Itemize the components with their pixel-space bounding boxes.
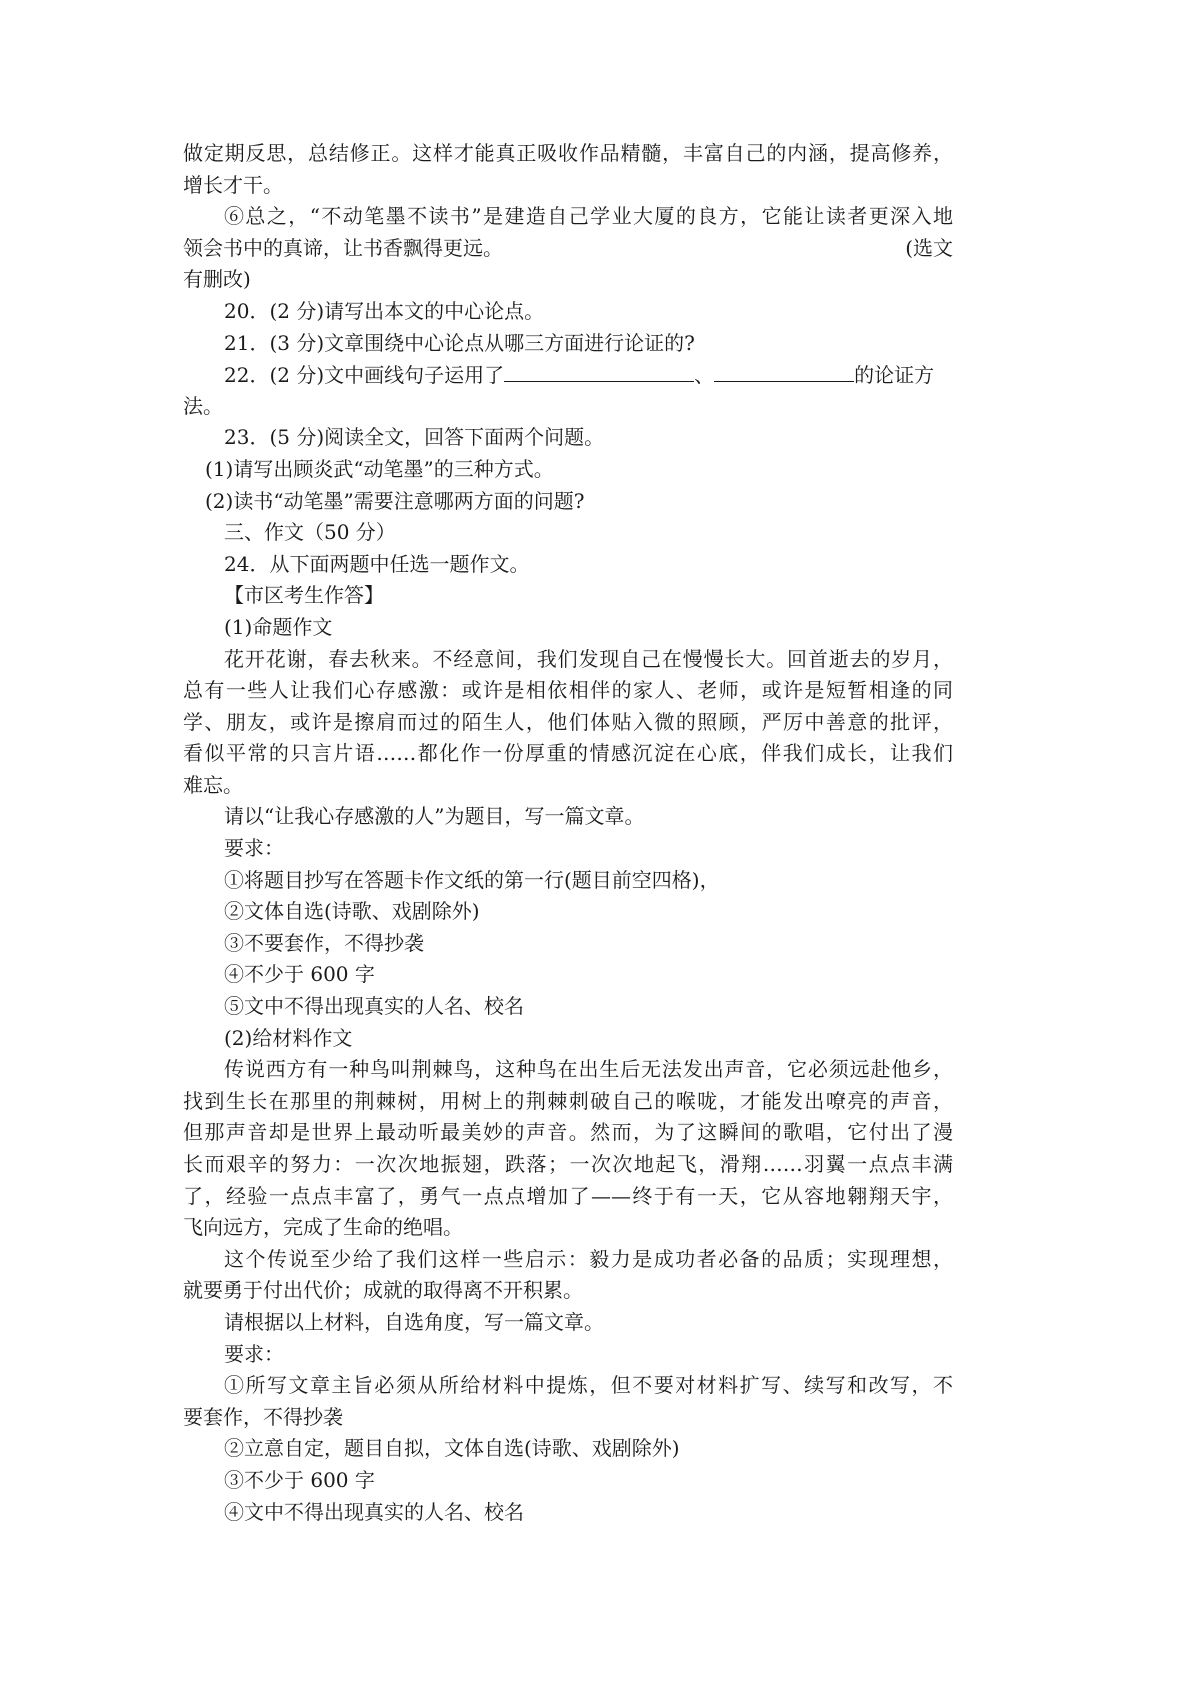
question-22-sep: 、 [694,363,715,388]
question-20: 20．(2 分)请写出本文的中心论点。 [224,298,545,323]
exam-page [183,138,953,1528]
requirement-item: ③不少于 600 字 [224,1467,375,1492]
passage-line: ⑥总之，“不动笔墨不读书”是建造自己学业大厦的良方，它能让读者更深入地 [224,204,953,229]
question-22-cont: 法。 [183,393,223,418]
question-23: 23．(5 分)阅读全文，回答下面两个问题。 [224,425,605,450]
option-1-text: 花开花谢，春去秋来。不经意间，我们发现自己在慢慢长大。回首逝去的岁月， [224,646,953,671]
section-heading: 三、作文（50 分） [224,520,396,545]
option-2-text: 就要勇于付出代价；成就的取得离不开积累。 [183,1278,583,1303]
option-2-text: 传说西方有一种鸟叫荆棘鸟，这种鸟在出生后无法发出声音，它必须远赴他乡， [224,1057,953,1082]
option-2-text: 飞向远方，完成了生命的绝唱。 [183,1215,463,1240]
source-note-cont: 有删改) [183,267,251,292]
question-23-2: (2)读书“动笔墨”需要注意哪两方面的问题? [205,488,585,513]
option-2-prompt: 请根据以上材料，自选角度，写一篇文章。 [224,1309,604,1334]
requirement-item-cont: 要套作，不得抄袭 [183,1404,343,1429]
option-2-text: 这个传说至少给了我们这样一些启示：毅力是成功者必备的品质；实现理想， [224,1246,953,1271]
passage-line: 增长才干。 [183,172,283,197]
answer-blank-1[interactable] [504,359,694,382]
passage-line: 做定期反思，总结修正。这样才能真正吸收作品精髓，丰富自己的内涵，提高修养， [183,141,953,165]
option-2-text: 但那声音却是世界上最动听最美妙的声音。然而，为了这瞬间的歌唱，它付出了漫 [183,1120,953,1145]
option-2-text: 了，经验一点点丰富了，勇气一点点增加了——终于有一天，它从容地翱翔天宇， [183,1183,953,1208]
question-21: 21．(3 分)文章围绕中心论点从哪三方面进行论证的? [224,330,695,355]
option-2-requirements: 要求： [224,1341,284,1366]
option-2-text: 长而艰辛的努力：一次次地振翅，跌落；一次次地起飞，滑翔……羽翼一点点丰满 [183,1152,953,1176]
requirement-item: ⑤文中不得出现真实的人名、校名 [224,994,524,1019]
option-1-text: 难忘。 [183,772,243,797]
requirement-item: ②文体自选(诗歌、戏剧除外) [224,899,480,924]
requirement-item: ③不要套作，不得抄袭 [224,930,424,955]
question-22 [183,359,953,391]
requirement-item: ④不少于 600 字 [224,962,375,987]
requirement-item: ④文中不得出现真实的人名、校名 [224,1499,524,1524]
answer-blank-2[interactable] [714,359,854,382]
question-22-text: 22．(2 分)文中画线句子运用了 [224,363,505,388]
question-24: 24．从下面两题中任选一题作文。 [224,551,530,576]
option-1-text: 学、朋友，或许是擦肩而过的陌生人，他们体贴入微的照顾，严厉中善意的批评， [183,709,953,734]
question-23-1: (1)请写出顾炎武“动笔墨”的三种方式。 [205,456,554,481]
option-1-title: (1)命题作文 [224,614,333,639]
passage-line [183,233,953,265]
option-1-text: 看似平常的只言片语……都化作一份厚重的情感沉淀在心底，伴我们成长，让我们 [183,741,953,766]
group-label: 【市区考生作答】 [224,583,384,608]
option-1-requirements: 要求： [224,836,284,861]
question-22-tail: 的论证方 [854,363,935,388]
source-note: (选文 [905,235,953,260]
requirement-item: ①将题目抄写在答题卡作文纸的第一行(题目前空四格)， [224,867,720,892]
option-2-text: 找到生长在那里的荆棘树，用树上的荆棘刺破自己的喉咙，才能发出嘹亮的声音， [183,1088,953,1113]
passage-text: 领会书中的真谛，让书香飘得更远。 [183,235,503,260]
option-2-title: (2)给材料作文 [224,1025,353,1050]
requirement-item: ②立意自定，题目自拟，文体自选(诗歌、戏剧除外) [224,1436,680,1461]
requirement-item: ①所写文章主旨必须从所给材料中提炼，但不要对材料扩写、续写和改写，不 [224,1373,953,1398]
option-1-text: 总有一些人让我们心存感激：或许是相依相伴的家人、老师，或许是短暂相逢的同 [183,678,953,703]
option-1-prompt: 请以“让我心存感激的人”为题目，写一篇文章。 [224,804,645,829]
